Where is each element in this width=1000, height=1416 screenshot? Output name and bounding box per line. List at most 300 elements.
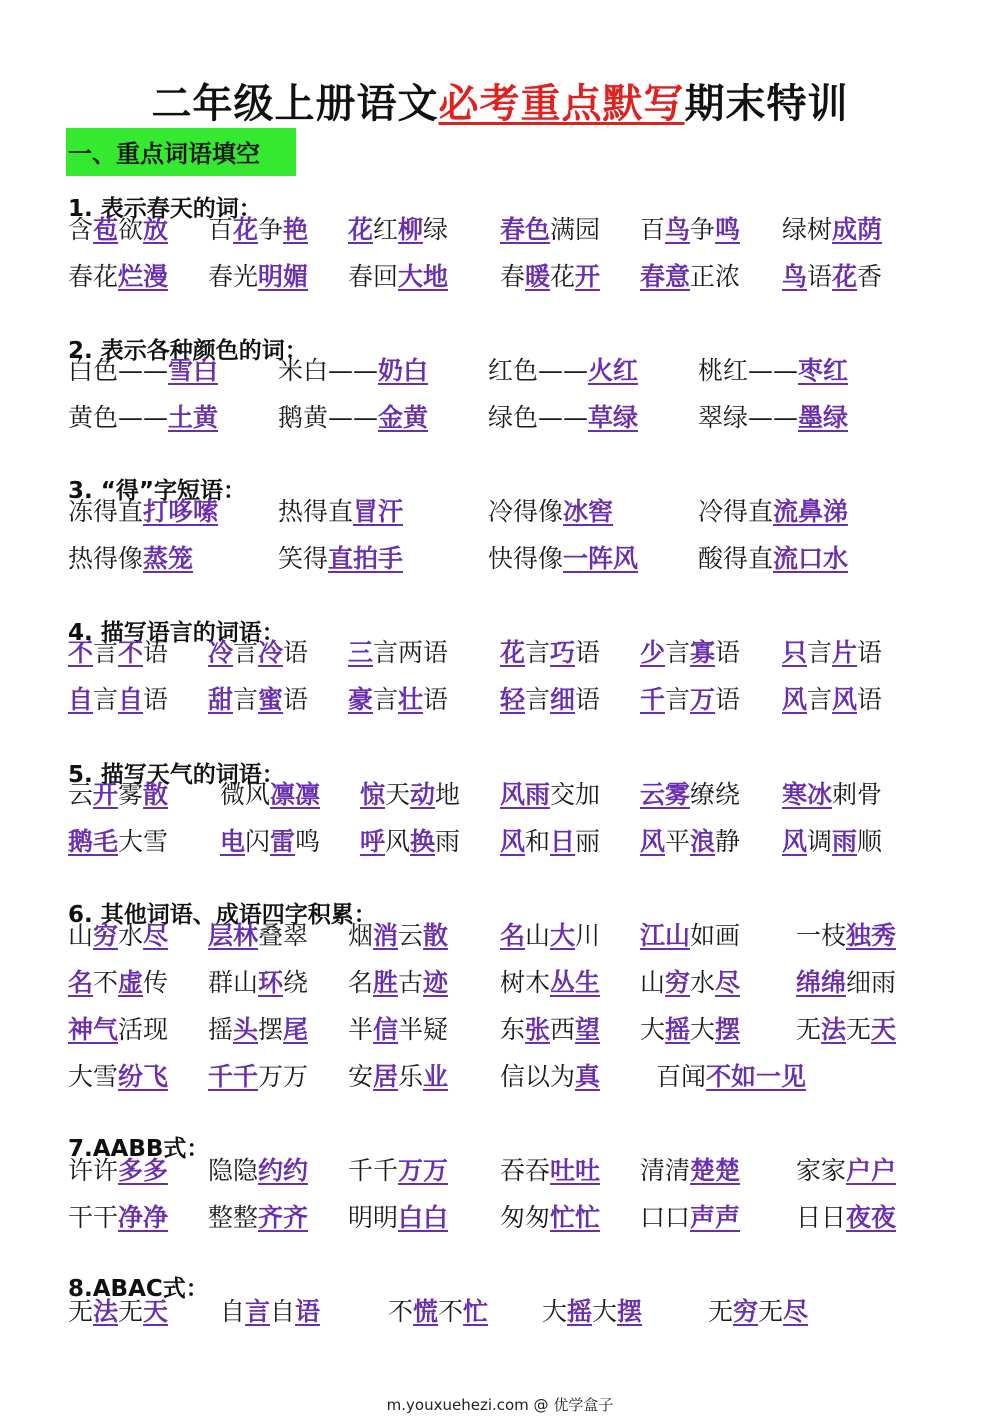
- given-text: 绕: [283, 968, 309, 997]
- given-text: 日日: [796, 1203, 847, 1232]
- given-text: 大雪: [118, 827, 169, 856]
- answer-text: 自: [118, 685, 144, 714]
- answer-text: 凛凛: [270, 780, 321, 809]
- given-text: 春: [500, 262, 526, 291]
- given-text: 香: [857, 262, 883, 291]
- phrase-item: [782, 777, 882, 813]
- answer-text: 真: [575, 1062, 601, 1091]
- answer-text: 片: [832, 638, 858, 667]
- phrase-item: [68, 1200, 168, 1236]
- answer-text: 风: [640, 827, 666, 856]
- phrase-item: [68, 777, 168, 813]
- section-heading: 2. 表示各种颜色的词：: [68, 338, 308, 364]
- phrase-item: [388, 1294, 488, 1330]
- given-text: 冷得像: [488, 497, 564, 526]
- given-text: 言: [233, 638, 259, 667]
- phrase-item: [500, 918, 600, 954]
- given-text: 顺: [857, 827, 883, 856]
- answer-text: 名: [68, 968, 94, 997]
- given-text: 含: [68, 215, 94, 244]
- answer-text: 花: [348, 215, 374, 244]
- answer-text: 风: [832, 685, 858, 714]
- answer-text: 天: [143, 1297, 169, 1326]
- title-prefix: 二年级上册语文: [151, 81, 439, 127]
- given-text: 快得像: [488, 544, 564, 573]
- answer-text: 开: [93, 780, 119, 809]
- given-text: 自: [270, 1297, 296, 1326]
- given-text: 名: [348, 968, 374, 997]
- given-text: 半疑: [398, 1015, 449, 1044]
- answer-text: 齐齐: [258, 1203, 309, 1232]
- answer-text: 尽: [783, 1297, 809, 1326]
- answer-text: 惊: [360, 780, 386, 809]
- answer-text: 夜夜: [846, 1203, 897, 1232]
- answer-text: 冰窖: [563, 497, 614, 526]
- section-heading: 7.AABB式：: [68, 1136, 210, 1162]
- given-text: 静: [715, 827, 741, 856]
- answer-text: 摇: [567, 1297, 593, 1326]
- answer-text: 放: [143, 215, 169, 244]
- given-text: 匆匆: [500, 1203, 551, 1232]
- answer-text: 独秀: [846, 921, 897, 950]
- answer-text: 呼: [360, 827, 386, 856]
- phrase-item: [500, 212, 600, 248]
- answer-text: 草绿: [588, 403, 639, 432]
- phrase-item: [500, 1059, 600, 1095]
- given-text: 语: [423, 685, 449, 714]
- phrase-item: [500, 777, 600, 813]
- answer-text: 花: [233, 215, 259, 244]
- phrase-item: [782, 212, 882, 248]
- phrase-item: [500, 1200, 600, 1236]
- phrase-item: [348, 1200, 448, 1236]
- phrase-item: [500, 1153, 600, 1189]
- phrase-item: [500, 682, 600, 718]
- phrase-item: [68, 1294, 168, 1330]
- answer-text: 户户: [846, 1156, 897, 1185]
- phrase-item: [208, 682, 308, 718]
- given-text: 语: [857, 685, 883, 714]
- title-suffix: 期末特训: [684, 81, 849, 127]
- phrase-item: [360, 777, 460, 813]
- answer-text: 业: [423, 1062, 449, 1091]
- phrase-item: [698, 353, 848, 389]
- phrase-item: [208, 212, 308, 248]
- answer-text: 尾: [283, 1015, 309, 1044]
- given-text: 无: [796, 1015, 822, 1044]
- phrase-item: [640, 1153, 740, 1189]
- given-text: 烟: [348, 921, 374, 950]
- answer-text: 摇: [665, 1015, 691, 1044]
- given-text: 白色——: [68, 356, 169, 385]
- answer-text: 寒冰: [782, 780, 833, 809]
- answer-text: 净净: [118, 1203, 169, 1232]
- given-text: 百: [208, 215, 234, 244]
- section-heading: 4. 描写语言的词语：: [68, 620, 285, 646]
- answer-text: 头: [233, 1015, 259, 1044]
- given-text: 山: [640, 968, 666, 997]
- given-text: 群山: [208, 968, 259, 997]
- answer-text: 花: [832, 262, 858, 291]
- answer-text: 环: [258, 968, 284, 997]
- answer-text: 不: [118, 638, 144, 667]
- given-text: 笑得: [278, 544, 329, 573]
- phrase-item: [796, 965, 896, 1001]
- phrase-item: [640, 259, 740, 295]
- given-text: 言: [665, 638, 691, 667]
- given-text: 语: [143, 638, 169, 667]
- answer-text: 忙忙: [550, 1203, 601, 1232]
- answer-text: 层林: [208, 921, 259, 950]
- given-text: 绿: [423, 215, 449, 244]
- answer-text: 吐吐: [550, 1156, 601, 1185]
- answer-text: 尽: [143, 921, 169, 950]
- answer-text: 三: [348, 638, 374, 667]
- phrase-item: [220, 1294, 320, 1330]
- answer-text: 雪白: [168, 356, 219, 385]
- given-text: 语: [715, 685, 741, 714]
- given-text: 古: [398, 968, 424, 997]
- section-heading: 5. 描写天气的词语：: [68, 762, 285, 788]
- answer-text: 风雨: [500, 780, 551, 809]
- given-text: 乐: [398, 1062, 424, 1091]
- given-text: 热得像: [68, 544, 144, 573]
- phrase-item: [782, 259, 882, 295]
- phrase-item: [640, 212, 740, 248]
- answer-text: 花: [500, 638, 526, 667]
- phrase-item: [348, 1012, 448, 1048]
- phrase-item: [348, 212, 448, 248]
- answer-text: 绵绵: [796, 968, 847, 997]
- given-text: 和: [525, 827, 551, 856]
- phrase-item: [68, 1059, 168, 1095]
- answer-text: 冷: [258, 638, 284, 667]
- given-text: 山: [68, 921, 94, 950]
- section-banner: 一、重点词语填空: [66, 128, 296, 176]
- answer-text: 不: [68, 638, 94, 667]
- given-text: 红: [373, 215, 399, 244]
- phrase-item: [208, 965, 308, 1001]
- answer-text: 轻: [500, 685, 526, 714]
- phrase-item: [640, 824, 740, 860]
- phrase-item: [68, 824, 168, 860]
- answer-text: 明媚: [258, 262, 309, 291]
- given-text: 酸得直: [698, 544, 774, 573]
- phrase-item: [348, 682, 448, 718]
- answer-text: 流口水: [773, 544, 849, 573]
- given-text: 不: [93, 968, 119, 997]
- phrase-item: [656, 1059, 806, 1095]
- given-text: 雾: [118, 780, 144, 809]
- phrase-item: [208, 1059, 308, 1095]
- answer-text: 打哆嗦: [143, 497, 219, 526]
- answer-text: 艳: [283, 215, 309, 244]
- phrase-item: [68, 918, 168, 954]
- given-text: 活现: [118, 1015, 169, 1044]
- phrase-item: [68, 494, 218, 530]
- footer-credit: m.youxuehezi.com @ 优学盒子: [386, 1396, 614, 1414]
- answer-text: 暖: [525, 262, 551, 291]
- answer-text: 少: [640, 638, 666, 667]
- given-text: 言: [525, 638, 551, 667]
- given-text: 树木: [500, 968, 551, 997]
- phrase-item: [208, 1012, 308, 1048]
- given-text: 隐隐: [208, 1156, 259, 1185]
- answer-text: 大: [550, 921, 576, 950]
- given-text: 天: [385, 780, 411, 809]
- answer-text: 雨: [832, 827, 858, 856]
- answer-text: 自: [68, 685, 94, 714]
- phrase-item: [488, 494, 613, 530]
- given-text: 安: [348, 1062, 374, 1091]
- answer-text: 纷飞: [118, 1062, 169, 1091]
- given-text: 自: [220, 1297, 246, 1326]
- given-text: 叠翠: [258, 921, 309, 950]
- given-text: 春花: [68, 262, 119, 291]
- given-text: 花: [550, 262, 576, 291]
- answer-text: 鸟: [665, 215, 691, 244]
- given-text: 如画: [690, 921, 741, 950]
- phrase-item: [68, 965, 168, 1001]
- answer-text: 枣红: [798, 356, 849, 385]
- answer-text: 居: [373, 1062, 399, 1091]
- answer-text: 约约: [258, 1156, 309, 1185]
- given-text: 闪: [245, 827, 271, 856]
- given-text: 绿树: [782, 215, 833, 244]
- given-text: 传: [143, 968, 169, 997]
- given-text: 明明: [348, 1203, 399, 1232]
- answer-text: 电: [220, 827, 246, 856]
- phrase-item: [348, 259, 448, 295]
- given-text: 言两语: [373, 638, 449, 667]
- section-heading: 3. “得”字短语：: [68, 478, 246, 504]
- answer-text: 甜: [208, 685, 234, 714]
- answer-text: 直拍手: [328, 544, 404, 573]
- given-text: 吞吞: [500, 1156, 551, 1185]
- phrase-item: [278, 541, 403, 577]
- phrase-item: [500, 965, 600, 1001]
- answer-text: 言: [245, 1297, 271, 1326]
- phrase-item: [640, 682, 740, 718]
- answer-text: 张: [525, 1015, 551, 1044]
- given-text: 云: [398, 921, 424, 950]
- given-text: 热得直: [278, 497, 354, 526]
- given-text: 桃红——: [698, 356, 799, 385]
- given-text: 百: [640, 215, 666, 244]
- given-text: 语: [143, 685, 169, 714]
- answer-text: 开: [575, 262, 601, 291]
- given-text: 半: [348, 1015, 374, 1044]
- phrase-item: [500, 1012, 600, 1048]
- answer-text: 法: [93, 1297, 119, 1326]
- answer-text: 千: [640, 685, 666, 714]
- given-text: 正浓: [690, 262, 741, 291]
- given-text: 语: [715, 638, 741, 667]
- answer-text: 冷: [208, 638, 234, 667]
- answer-text: 不如一见: [706, 1062, 807, 1091]
- phrase-item: [782, 635, 882, 671]
- given-text: 云: [68, 780, 94, 809]
- given-text: 语: [857, 638, 883, 667]
- answer-text: 苞: [93, 215, 119, 244]
- phrase-item: [640, 918, 740, 954]
- given-text: 欲: [118, 215, 144, 244]
- given-text: 言: [233, 685, 259, 714]
- answer-text: 蜜: [258, 685, 284, 714]
- phrase-item: [208, 1200, 308, 1236]
- answer-text: 名: [500, 921, 526, 950]
- answer-text: 江山: [640, 921, 691, 950]
- phrase-item: [500, 824, 600, 860]
- given-text: 言: [807, 638, 833, 667]
- answer-text: 胜: [373, 968, 399, 997]
- answer-text: 慌: [413, 1297, 439, 1326]
- phrase-item: [208, 635, 308, 671]
- given-text: 冷得直: [698, 497, 774, 526]
- answer-text: 壮: [398, 685, 424, 714]
- answer-text: 春意: [640, 262, 691, 291]
- given-text: 满园: [550, 215, 601, 244]
- given-text: 语: [575, 638, 601, 667]
- answer-text: 望: [575, 1015, 601, 1044]
- answer-text: 蒸笼: [143, 544, 194, 573]
- answer-text: 风: [782, 827, 808, 856]
- phrase-item: [68, 541, 193, 577]
- answer-text: 动: [410, 780, 436, 809]
- given-text: 口口: [640, 1203, 691, 1232]
- given-text: 丽: [575, 827, 601, 856]
- given-text: 摆: [258, 1015, 284, 1044]
- phrase-item: [500, 635, 600, 671]
- answer-text: 春色: [500, 215, 551, 244]
- phrase-item: [220, 824, 320, 860]
- given-text: 无: [758, 1297, 784, 1326]
- answer-text: 豪: [348, 685, 374, 714]
- given-text: 地: [435, 780, 461, 809]
- phrase-item: [278, 353, 428, 389]
- given-text: 一枝: [796, 921, 847, 950]
- answer-text: 信: [373, 1015, 399, 1044]
- answer-text: 土黄: [168, 403, 219, 432]
- given-text: 无: [68, 1297, 94, 1326]
- answer-text: 大地: [398, 262, 449, 291]
- given-text: 大: [592, 1297, 618, 1326]
- given-text: 言: [665, 685, 691, 714]
- section-heading: 1. 表示春天的词：: [68, 196, 262, 222]
- answer-text: 金黄: [378, 403, 429, 432]
- answer-text: 巧: [550, 638, 576, 667]
- given-text: 言: [807, 685, 833, 714]
- answer-text: 法: [821, 1015, 847, 1044]
- answer-text: 白白: [398, 1203, 449, 1232]
- answer-text: 迹: [423, 968, 449, 997]
- given-text: 不: [438, 1297, 464, 1326]
- answer-text: 成荫: [832, 215, 883, 244]
- answer-text: 云雾: [640, 780, 691, 809]
- phrase-item: [782, 824, 882, 860]
- answer-text: 冒汗: [353, 497, 404, 526]
- given-text: 语: [283, 638, 309, 667]
- phrase-item: [348, 1153, 448, 1189]
- answer-text: 鸟: [782, 262, 808, 291]
- given-text: 鸣: [295, 827, 321, 856]
- answer-text: 语: [295, 1297, 321, 1326]
- given-text: 风: [385, 827, 411, 856]
- answer-text: 烂漫: [118, 262, 169, 291]
- phrase-item: [348, 635, 448, 671]
- answer-text: 天: [871, 1015, 897, 1044]
- answer-text: 多多: [118, 1156, 169, 1185]
- answer-text: 万: [690, 685, 716, 714]
- given-text: 交加: [550, 780, 601, 809]
- given-text: 翠绿——: [698, 403, 799, 432]
- phrase-item: [708, 1294, 808, 1330]
- given-text: 家家: [796, 1156, 847, 1185]
- answer-text: 摆: [617, 1297, 643, 1326]
- phrase-item: [640, 965, 740, 1001]
- given-text: 千千: [348, 1156, 399, 1185]
- given-text: 不: [388, 1297, 414, 1326]
- given-text: 刺骨: [832, 780, 883, 809]
- phrase-item: [488, 541, 638, 577]
- given-text: 东: [500, 1015, 526, 1044]
- given-text: 大: [542, 1297, 568, 1326]
- phrase-item: [68, 212, 168, 248]
- answer-text: 穷: [93, 921, 119, 950]
- phrase-item: [68, 400, 218, 436]
- phrase-item: [796, 918, 896, 954]
- phrase-item: [68, 635, 168, 671]
- given-text: 黄色——: [68, 403, 169, 432]
- title-highlight: 必考重点默写: [438, 81, 685, 127]
- answer-text: 千千: [208, 1062, 259, 1091]
- answer-text: 摆: [715, 1015, 741, 1044]
- answer-text: 穷: [733, 1297, 759, 1326]
- answer-text: 忙: [463, 1297, 489, 1326]
- phrase-item: [68, 353, 218, 389]
- phrase-item: [640, 777, 740, 813]
- answer-text: 雷: [270, 827, 296, 856]
- given-text: 水: [690, 968, 716, 997]
- answer-text: 只: [782, 638, 808, 667]
- given-text: 争: [258, 215, 284, 244]
- answer-text: 虚: [118, 968, 144, 997]
- given-text: 争: [690, 215, 716, 244]
- given-text: 缭绕: [690, 780, 741, 809]
- phrase-item: [348, 918, 448, 954]
- phrase-item: [640, 635, 740, 671]
- answer-text: 散: [143, 780, 169, 809]
- given-text: 语: [807, 262, 833, 291]
- answer-text: 鹅毛: [68, 827, 119, 856]
- phrase-item: [348, 965, 448, 1001]
- given-text: 言: [93, 685, 119, 714]
- given-text: 平: [665, 827, 691, 856]
- given-text: 西: [550, 1015, 576, 1044]
- phrase-item: [220, 777, 320, 813]
- given-text: 整整: [208, 1203, 259, 1232]
- phrase-item: [796, 1153, 896, 1189]
- phrase-item: [542, 1294, 642, 1330]
- given-text: 语: [283, 685, 309, 714]
- phrase-item: [68, 682, 168, 718]
- answer-text: 一阵风: [563, 544, 639, 573]
- given-text: 山: [525, 921, 551, 950]
- given-text: 绿色——: [488, 403, 589, 432]
- answer-text: 细: [550, 685, 576, 714]
- given-text: 调: [807, 827, 833, 856]
- answer-text: 柳: [398, 215, 424, 244]
